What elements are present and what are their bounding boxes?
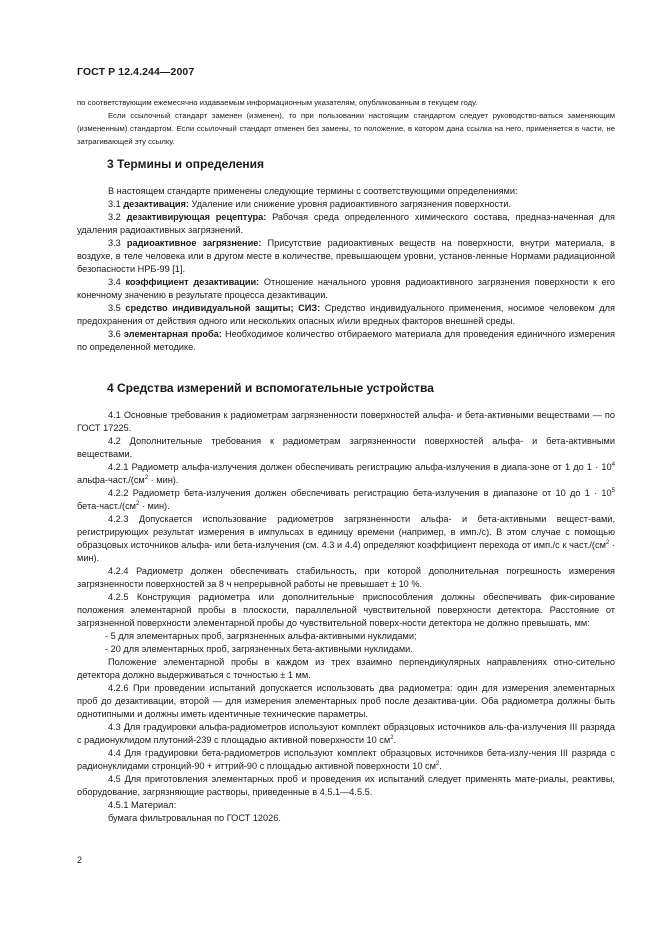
intro-line-1: по соответствующим ежемесячно издаваемым информационным указателям, опубликованным в текущем году.	[77, 98, 478, 107]
term-3-3: 3.3 радиоактивное загрязнение: Присутствие радиоактивных веществ на поверхности, внутри материала, в воздухе, в теле человека или в другом месте в количестве, превышающем уровни, установ-ленные Нормами радиационной безопасности НРБ-99 [1].	[77, 238, 615, 274]
para-4-5: 4.5 Для приготовления элементарных проб и проведения их испытаний следует применять мате-риалы, реактивы, оборудование, загрязняющие растворы, приведенные в 4.5.1—4.5.5.	[77, 774, 615, 797]
term-3-6: 3.6 элементарная проба: Необходимое количество отбираемого материала для проведения единичного измерения по определенной методике.	[77, 329, 615, 352]
para-4-2-2: 4.2.2 Радиометр бета-излучения должен обеспечивать регистрацию бета-излучения в диапазоне от 10 до $1 \cdot 10^5$ бета-$част./(см^2 \cdot мин)$.	[77, 487, 615, 511]
para-4-2-4: 4.2.4 Радиометр должен обеспечивать стабильность, при которой дополнительная погрешность измерения загрязненности поверхностей за 8 ч непрерывной работы не превышает ± 10 %.	[77, 566, 615, 589]
para-4-3: 4.3 Для градуировки альфа-радиометров используют комплект образцовых источников аль-фа-излучения III разряда с радионуклидом плутоний-239 с площадью активной поверхности 10 $см^2$.	[77, 722, 615, 745]
para-4-2: 4.2 Дополнительные требования к радиометрам загрязненности поверхностей альфа- и бета-активными веществами.	[77, 436, 615, 459]
para-position: Положение элементарной пробы в каждом из трех взаимно перпендикулярных направлениях отно-сительно детектора должно выдерживаться с точностью ± 1 мм.	[77, 657, 615, 680]
para-4-1: 4.1 Основные требования к радиометрам загрязненности поверхностей альфа- и бета-активными веществами — по ГОСТ 17225.	[77, 410, 615, 433]
dash-item-1: - 5 для элементарных проб, загрязненных альфа-активными нуклидами;	[105, 631, 417, 641]
section-4-body	[77, 409, 615, 825]
page-number: 2	[77, 855, 83, 865]
section-3-body	[77, 185, 615, 354]
para-4-4: 4.4 Для градуировки бета-радиометров используют комплект образцовых источников бета-излу-чения III разряда с радионуклидами стронций-90 + иттрий-90 с площадью активной поверхности 10 $см^2$.	[77, 748, 615, 771]
section-4-title: 4 Средства измерений и вспомогательные устройства	[107, 381, 434, 395]
section-3-title: 3 Термины и определения	[107, 157, 265, 171]
term-3-4: 3.4 коэффициент дезактивации: Отношение начального уровня радиоактивного загрязнения поверхности к его конечному значению в результате процесса дезактивации.	[77, 277, 615, 300]
para-4-2-1: 4.2.1 Радиометр альфа-излучения должен обеспечивать регистрацию альфа-излучения в диапа-зоне от 1 до $1 \cdot 10^4$ альфа-$част./(см^2 \cdot мин)$.	[77, 461, 615, 485]
dash-item-2: - 20 для элементарных проб, загрязненных бета-активными нуклидами.	[105, 644, 413, 654]
section-3-lead: В настоящем стандарте применены следующие термины с соответствующими определениями:	[108, 186, 518, 196]
intro-paragraph-2: Если ссылочный стандарт заменен (изменен), то при пользовании настоящим стандартом следует руководство-ваться заменяющим (измененным) стандартом. Если ссылочный стандарт отменен без замены, то положение, в котором дана ссылка на него, применяется в части, не затрагивающей эту ссылку.	[77, 111, 615, 146]
term-3-2: 3.2 дезактивирующая рецептура: Рабочая среда определенного химического состава, предназ-наченная для удаления радиоактивных загрязнений.	[77, 212, 616, 235]
para-4-2-6: 4.2.6 При проведении испытаний допускается использовать два радиометра: один для измерения элементарных проб до дезактивации, второй — для измерения элементарных проб после дезактива-ции. Оба радиометра должны быть однотипными и должны иметь идентичные технические параметры.	[77, 683, 615, 719]
term-3-1: 3.1 дезактивация: Удаление или снижение уровня радиоактивного загрязнения поверхности.	[108, 199, 512, 209]
intro-text	[77, 96, 615, 148]
term-3-5: 3.5 средство индивидуальной защиты; СИЗ: Средство индивидуального применения, носимое человеком для предохранения от действия одного или нескольких опасных и/или вредных факторов внешней среды.	[77, 303, 615, 326]
para-4-5-1-material: бумага фильтровальная по ГОСТ 12026.	[108, 813, 281, 823]
document-header: ГОСТ Р 12.4.244—2007	[77, 66, 195, 78]
para-4-5-1: 4.5.1 Материал:	[108, 800, 177, 810]
para-4-2-3: 4.2.3 Допускается использование радиометров загрязненности альфа- и бета-активными вещест-вами, регистрирующих результат измерения в импульсах в единицу времени (например, в имп./с). В этом случае с помощью образцовых источников альфа- или бета-излучения (см. 4.3 и 4.4) определяют коэффициент перехода от имп./с к $част./(см^2 \cdot мин)$.	[77, 514, 615, 563]
para-4-2-5: 4.2.5 Конструкция радиометра или дополнительные приспособления должны обеспечивать фик-сирование положения элементарной пробы в плоскости, параллельной чувствительной поверхности детектора. Расстояние от загрязненной поверхности элементарной пробы до чувствительной поверх-ности детектора не должно превышать, мм:	[77, 592, 615, 628]
